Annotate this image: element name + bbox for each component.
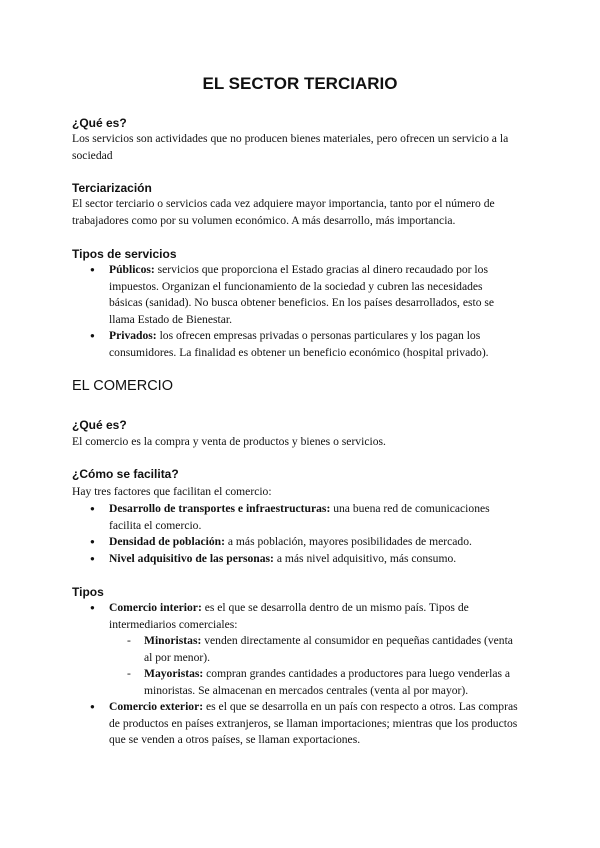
list-item-mayoristas — [127, 666, 518, 699]
section-text-comercio-que-es: El comercio es la compra y venta de productos y bienes o servicios. — [72, 435, 386, 448]
term-privados: Privados: — [109, 329, 157, 342]
list-item-factor — [90, 551, 520, 568]
section-heading-como-se-facilita: ¿Cómo se facilita? — [72, 467, 179, 481]
desc-comercio-interior: es el que se desarrolla dentro de un mismo país. Tipos de intermediarios comerciales: — [109, 601, 469, 631]
list-item-factor — [90, 501, 520, 534]
document-title: EL SECTOR TERCIARIO — [202, 74, 398, 93]
section-heading-que-es: ¿Qué es? — [72, 116, 127, 130]
section-text-que-es: Los servicios son actividades que no producen bienes materiales, pero ofrecen un servicio a la sociedad — [72, 132, 509, 162]
list-item-comercio-exterior — [90, 699, 518, 749]
term-minoristas: Minoristas: — [144, 634, 202, 647]
section-text-factores-intro: Hay tres factores que facilitan el comercio: — [72, 485, 272, 498]
term-transportes: Desarrollo de transportes e infraestructuras: — [109, 502, 331, 515]
services-list — [90, 262, 518, 361]
desc-minoristas: venden directamente al consumidor en pequeñas cantidades (venta al por menor). — [144, 634, 513, 664]
desc-publicos: servicios que proporciona el Estado gracias al dinero recaudado por los impuestos. Organizan el funcionamiento de la sociedad y cubren las necesidades básicas (sanidad). No busca obtener beneficios. En los países desarrollados, esto se llama Estado de Bienestar. — [109, 263, 495, 326]
section-text-terciarizacion: El sector terciario o servicios cada vez adquiere mayor importancia, tanto por el número de trabajadores como por su volumen económico. A más desarrollo, más importancia. — [72, 197, 495, 227]
commerce-types-list — [90, 600, 518, 749]
desc-comercio-exterior: es el que se desarrolla en un país con respecto a otros. Las compras de productos en países extranjeros, se llaman importaciones; mientras que los productos que se venden a otros países, se llaman exportaciones. — [109, 700, 518, 746]
list-item-publicos — [90, 262, 518, 328]
list-item-factor — [90, 534, 520, 551]
section-heading-comercio-que-es: ¿Qué es? — [72, 418, 127, 432]
intermediaries-list — [109, 633, 518, 699]
term-comercio-interior: Comercio interior: — [109, 601, 202, 614]
desc-densidad: a más población, mayores posibilidades de mercado. — [224, 535, 472, 548]
desc-nivel-adquisitivo: a más nivel adquisitivo, más consumo. — [273, 551, 457, 565]
list-item-privados — [90, 328, 518, 361]
section-heading-tipos: Tipos — [72, 585, 104, 599]
desc-mayoristas: compran grandes cantidades a productores para luego venderlas a minoristas. Se almacenan en mercados centrales (venta al por mayor). — [144, 667, 511, 697]
term-mayoristas: Mayoristas: — [144, 667, 204, 680]
heading-el-comercio: EL COMERCIO — [72, 378, 173, 394]
factors-list — [90, 501, 520, 567]
list-item-minoristas — [127, 633, 518, 666]
section-heading-tipos-servicios: Tipos de servicios — [72, 247, 177, 261]
term-publicos: Públicos: — [109, 263, 155, 276]
list-item-comercio-interior — [90, 600, 518, 699]
section-heading-terciarizacion: Terciarización — [72, 181, 152, 195]
desc-privados: los ofrecen empresas privadas o personas particulares y los pagan los consumidores. La finalidad es obtener un beneficio económico (hospital privado). — [109, 329, 489, 359]
term-densidad: Densidad de población: — [109, 535, 225, 548]
desc-transportes: una buena red de comunicaciones facilita el comercio. — [109, 502, 490, 532]
term-nivel-adquisitivo: Nivel adquisitivo de las personas: — [109, 551, 274, 565]
term-comercio-exterior: Comercio exterior: — [109, 700, 204, 713]
